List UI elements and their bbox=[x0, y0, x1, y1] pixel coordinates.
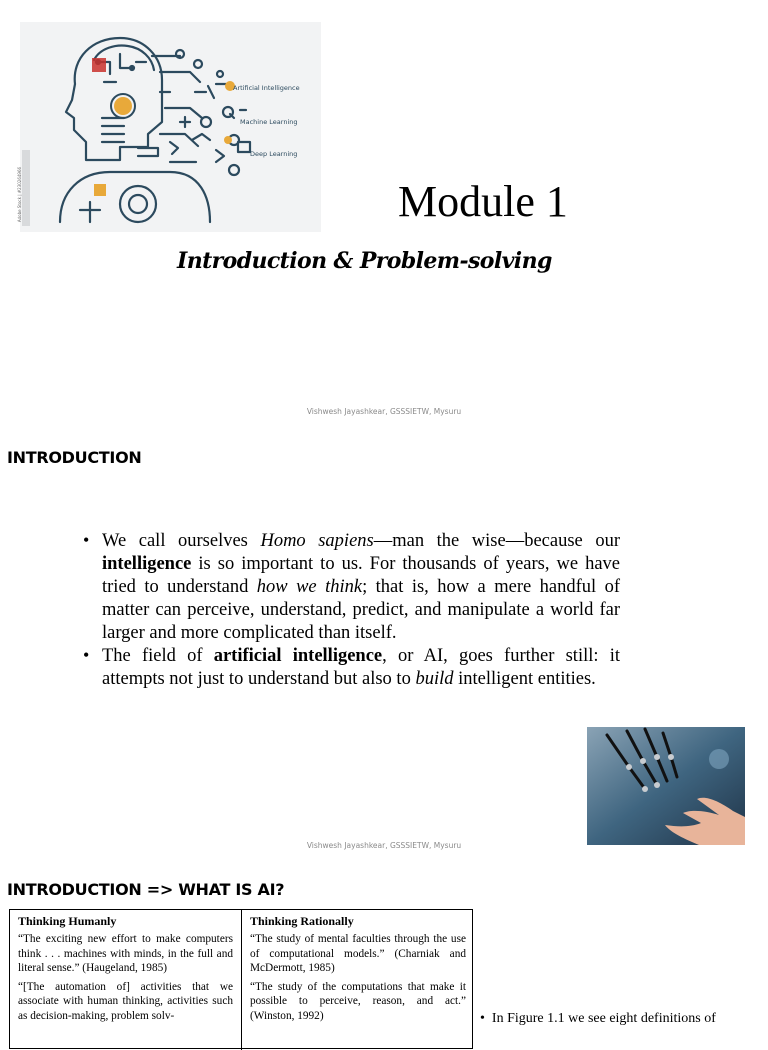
module-title: Module 1 bbox=[398, 177, 568, 226]
bullet-item bbox=[80, 530, 620, 645]
illustration-label-ai: Artificial Intelligence bbox=[233, 84, 300, 92]
slide-footer: Vishwesh Jayashkear, GSSSIETW, Mysuru bbox=[306, 841, 462, 850]
bullet-dot-icon: • bbox=[83, 645, 90, 665]
bullet-text-run: ; that is, how a mere handful of matter can perceive, understand, predict, and manipulate a world far larger and more complicated than itself. bbox=[102, 577, 620, 643]
bullet-list bbox=[80, 530, 620, 691]
bullet-text-run: —man the wise—because our bbox=[373, 531, 620, 551]
robot-hand-photo bbox=[587, 727, 745, 845]
bullet-text-run: Homo sapiens bbox=[260, 531, 374, 551]
bullet-text-run: build bbox=[415, 669, 454, 689]
definition-quote: “The exciting new effort to make computers think . . . machines with minds, in the full and literal sense.” (Haugeland, 1985) bbox=[18, 933, 233, 974]
bullet-dot-icon: • bbox=[480, 1011, 492, 1026]
bullet-dot-icon: • bbox=[83, 530, 90, 550]
bullet-text-run: how we think bbox=[256, 577, 363, 597]
bullet-text-run: is so important to us. For thousands of years, we have tried to understand bbox=[102, 554, 620, 597]
section-heading: INTRODUCTION bbox=[7, 448, 142, 467]
bullet-text-run: We call ourselves bbox=[102, 531, 261, 551]
bullet-text-run: intelligent entities. bbox=[453, 669, 596, 689]
side-note-text: In Figure 1.1 we see eight definitions of bbox=[491, 1011, 716, 1026]
module-subtitle: Introduction & Problem-solving bbox=[177, 248, 552, 274]
illustration-label-ml: Machine Learning bbox=[240, 118, 298, 126]
illustration-label-dl: Deep Learning bbox=[250, 150, 298, 158]
robot-head-icon bbox=[20, 22, 321, 232]
definition-quote: “[The automation of] activities that we associate with human thinking, activities such as decision-making, problem solv- bbox=[18, 980, 233, 1022]
side-note bbox=[480, 1011, 760, 1027]
ai-definitions-table bbox=[9, 909, 473, 1049]
slide-footer: Vishwesh Jayashkear, GSSSIETW, Mysuru bbox=[306, 407, 462, 416]
section-heading: INTRODUCTION => WHAT IS AI? bbox=[7, 880, 285, 899]
column-header: Thinking Humanly bbox=[18, 914, 117, 928]
ai-illustration bbox=[17, 22, 321, 232]
bullet-text-run: The field of bbox=[102, 646, 214, 666]
bullet-text-run: artificial intelligence bbox=[213, 646, 383, 666]
bullet-text-run: , or AI, goes further still: it attempts not just to understand but also to bbox=[102, 646, 620, 689]
bullet-text-run: intelligence bbox=[102, 554, 192, 574]
definition-quote: “The study of the computations that make it possible to perceive, reason, and act.” (Winston, 1992) bbox=[250, 980, 466, 1022]
column-header: Thinking Rationally bbox=[250, 914, 354, 928]
table-column-thinking-humanly bbox=[10, 910, 242, 1050]
bullet-item bbox=[80, 645, 620, 691]
robot-hand-photo-icon bbox=[587, 727, 745, 845]
illustration-watermark: Adobe Stock | #230264966 bbox=[17, 166, 23, 223]
table-column-thinking-rationally bbox=[242, 910, 474, 1050]
definition-quote: “The study of mental faculties through the use of computational models.” (Charniak and McDermott, 1985) bbox=[250, 933, 466, 974]
